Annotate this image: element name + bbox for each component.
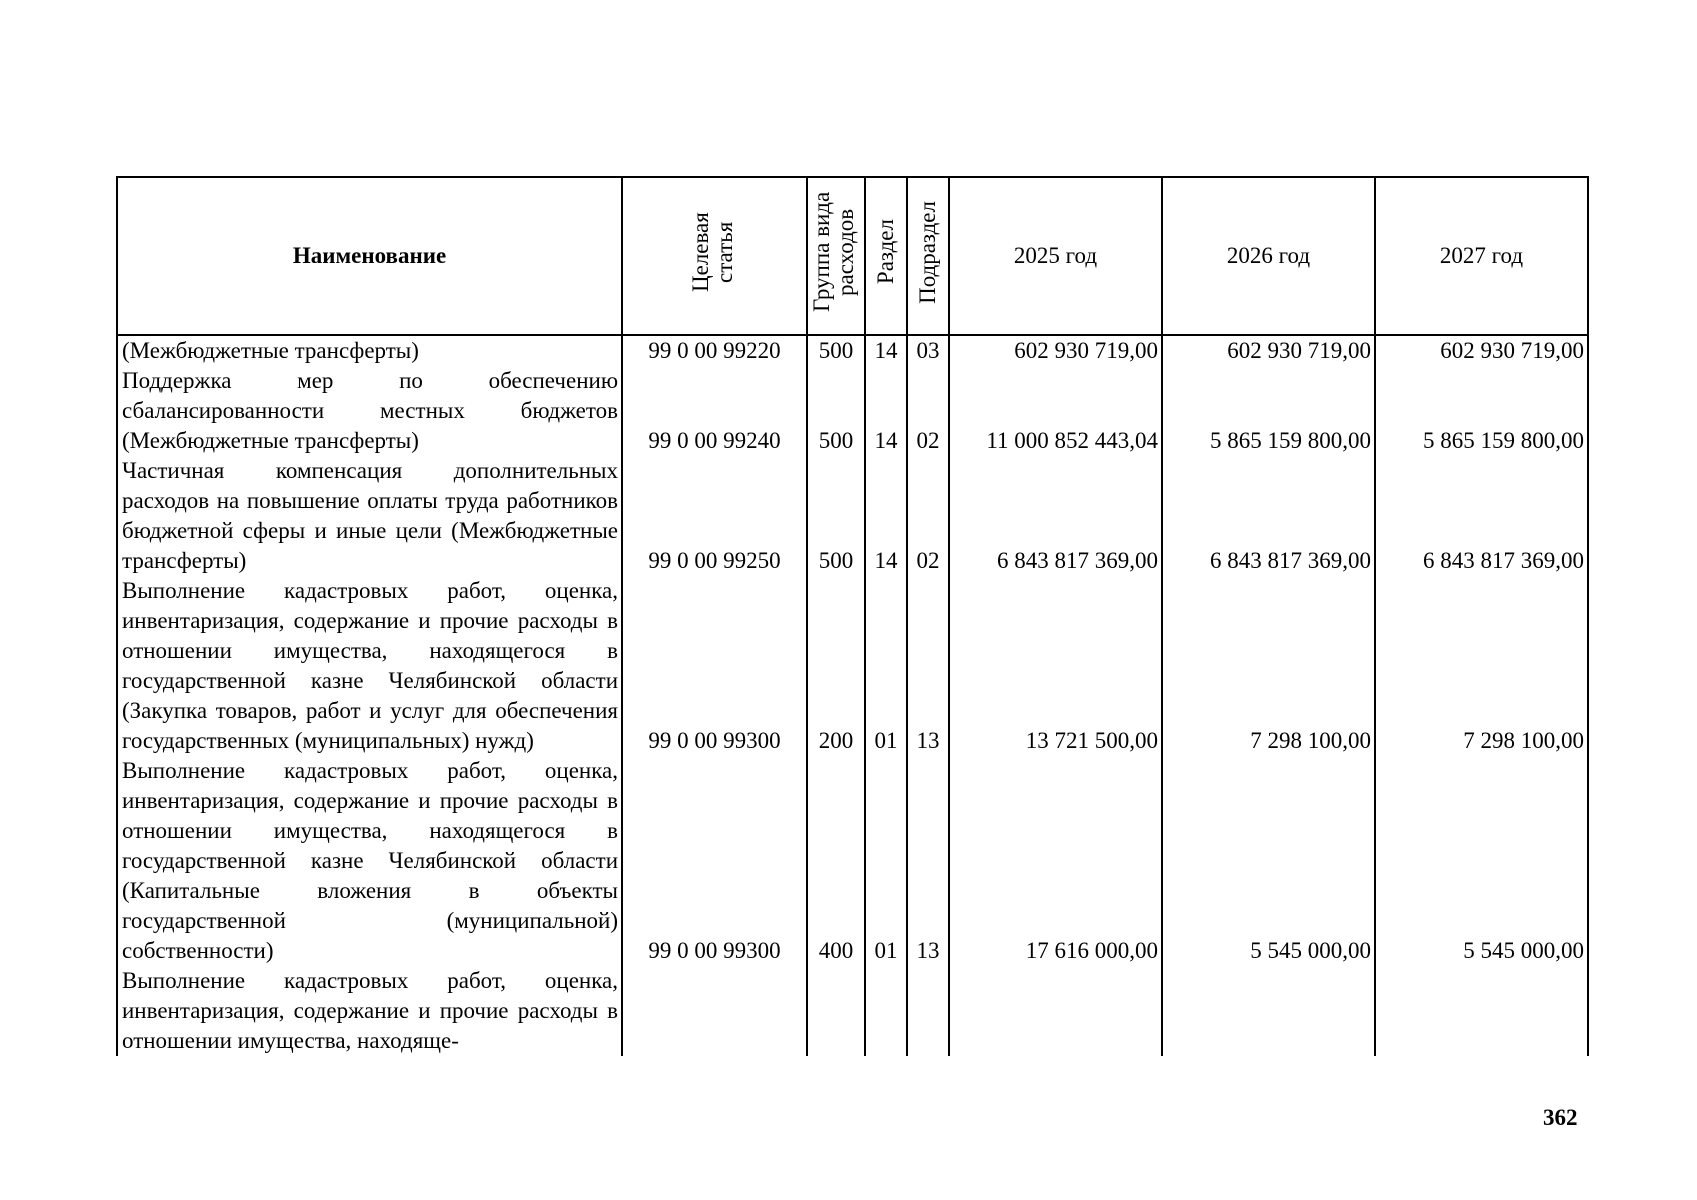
cell-2025: 6 843 817 369,00 — [949, 456, 1162, 576]
cell-2026: 5 865 159 800,00 — [1162, 366, 1375, 456]
table-row — [117, 366, 1588, 456]
cell-section: 14 — [865, 366, 907, 456]
col-header-name: Наименование — [117, 177, 622, 335]
cell-subsection: 03 — [907, 335, 949, 366]
cell-name: Выполнение кадастровых работ, оценка, инвентаризация, содержание и прочие расходы в отношении имущества, находящегося в государственной казне Челябинской области (Закупка товаров, работ и услуг для обеспечения государственных (муниципальных) нужд) — [117, 576, 622, 756]
budget-table — [116, 176, 1589, 1056]
cell-2026: 602 930 719,00 — [1162, 335, 1375, 366]
col-header-2026: 2026 год — [1162, 177, 1375, 335]
table-row — [117, 756, 1588, 966]
cell-group: 500 — [807, 456, 865, 576]
cell-subsection: 02 — [907, 366, 949, 456]
cell-2025: 13 721 500,00 — [949, 576, 1162, 756]
col-header-2025: 2025 год — [949, 177, 1162, 335]
table-row — [117, 966, 1588, 1056]
cell-code: 99 0 00 99300 — [622, 756, 807, 966]
cell-name: Выполнение кадастровых работ, оценка, инвентаризация, содержание и прочие расходы в отношении имущества, находящегося в государственной казне Челябинской области (Капитальные вложения в объекты государственной (муниципальной) собственности) — [117, 756, 622, 966]
cell-section: 14 — [865, 456, 907, 576]
cell-section: 14 — [865, 335, 907, 366]
cell-group — [807, 966, 865, 1056]
cell-section: 01 — [865, 756, 907, 966]
page-number: 362 — [1543, 1105, 1578, 1130]
table-header — [117, 177, 1588, 335]
cell-group: 200 — [807, 576, 865, 756]
cell-2027: 6 843 817 369,00 — [1375, 456, 1588, 576]
cell-code: 99 0 00 99240 — [622, 366, 807, 456]
col-header-2027: 2027 год — [1375, 177, 1588, 335]
table-row — [117, 335, 1588, 366]
cell-2025 — [949, 966, 1162, 1056]
cell-subsection: 02 — [907, 456, 949, 576]
cell-code: 99 0 00 99220 — [622, 335, 807, 366]
cell-group: 500 — [807, 366, 865, 456]
cell-name: Выполнение кадастровых работ, оценка, инвентаризация, содержание и прочие расходы в отношении имущества, находяще- — [117, 966, 622, 1056]
cell-2027: 7 298 100,00 — [1375, 576, 1588, 756]
cell-section — [865, 966, 907, 1056]
cell-2026: 6 843 817 369,00 — [1162, 456, 1375, 576]
cell-2027: 5 545 000,00 — [1375, 756, 1588, 966]
table-row — [117, 456, 1588, 576]
col-header-code: Целевая статья — [622, 177, 807, 335]
cell-name: (Межбюджетные трансферты) — [117, 335, 622, 366]
cell-name: Частичная компенсация дополнительных расходов на повышение оплаты труда работников бюджетной сферы и иные цели (Межбюджетные трансферты) — [117, 456, 622, 576]
cell-code: 99 0 00 99300 — [622, 576, 807, 756]
col-header-section: Раздел — [865, 177, 907, 335]
cell-section: 01 — [865, 576, 907, 756]
cell-code — [622, 966, 807, 1056]
cell-2027: 602 930 719,00 — [1375, 335, 1588, 366]
cell-subsection — [907, 966, 949, 1056]
col-header-group: Группа вида расходов — [807, 177, 865, 335]
cell-group: 400 — [807, 756, 865, 966]
cell-group: 500 — [807, 335, 865, 366]
cell-2026 — [1162, 966, 1375, 1056]
cell-2025: 17 616 000,00 — [949, 756, 1162, 966]
cell-2027 — [1375, 966, 1588, 1056]
col-header-subsection: Подраздел — [907, 177, 949, 335]
cell-2026: 5 545 000,00 — [1162, 756, 1375, 966]
cell-2025: 602 930 719,00 — [949, 335, 1162, 366]
cell-2027: 5 865 159 800,00 — [1375, 366, 1588, 456]
cell-code: 99 0 00 99250 — [622, 456, 807, 576]
table-row — [117, 576, 1588, 756]
cell-2025: 11 000 852 443,04 — [949, 366, 1162, 456]
cell-subsection: 13 — [907, 576, 949, 756]
cell-name: Поддержка мер по обеспечению сбалансированности местных бюджетов (Межбюджетные трансферты) — [117, 366, 622, 456]
cell-subsection: 13 — [907, 756, 949, 966]
cell-2026: 7 298 100,00 — [1162, 576, 1375, 756]
